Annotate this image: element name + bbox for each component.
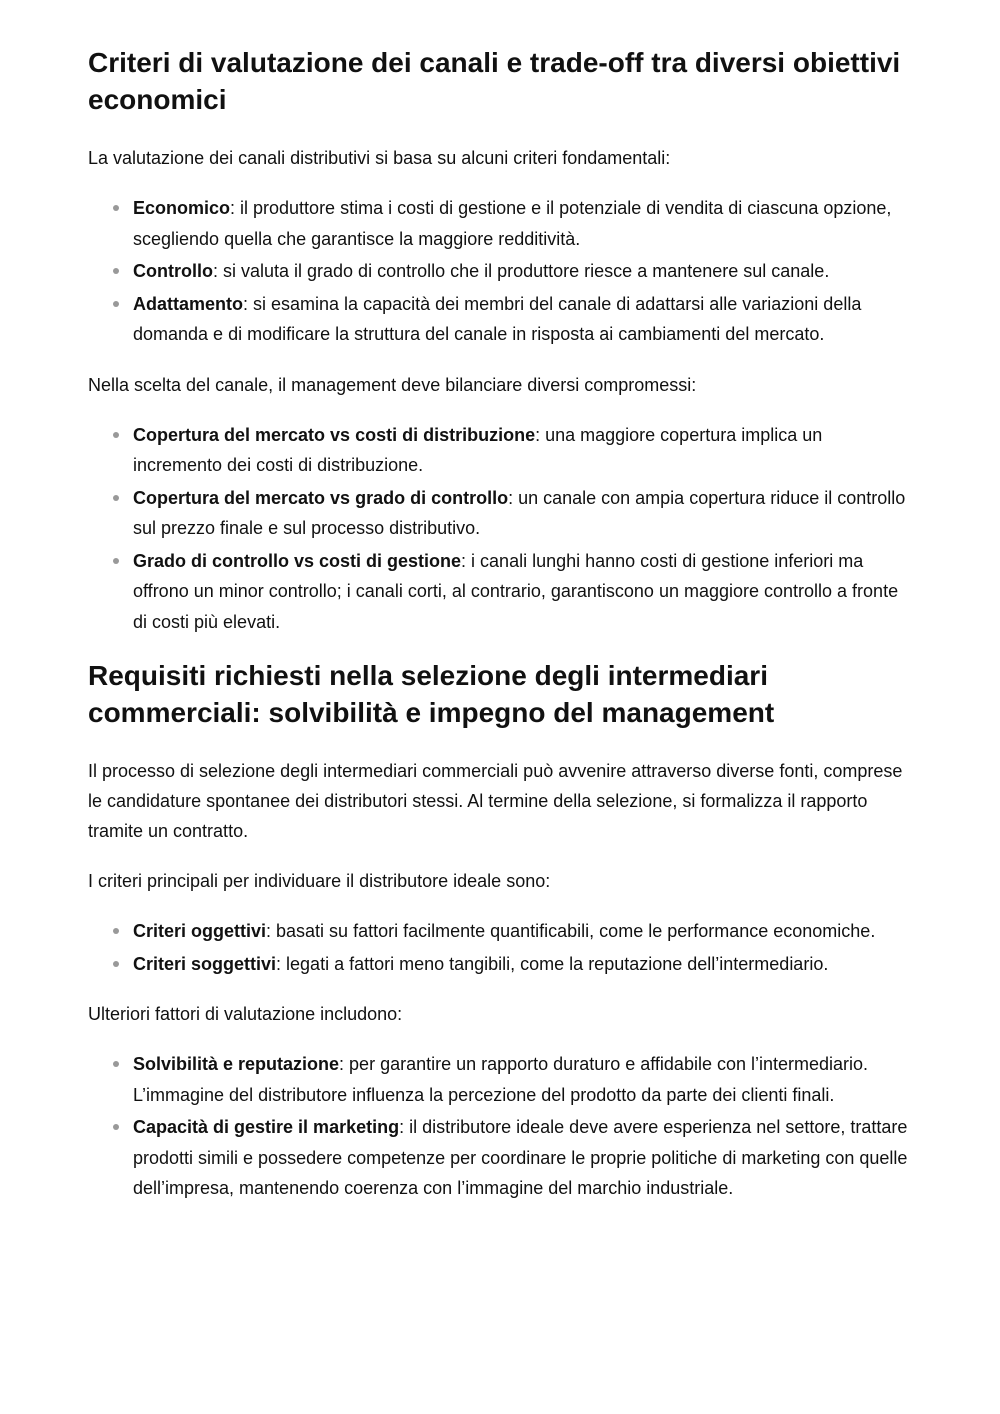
list-item-term: Economico (133, 198, 231, 218)
list-tradeoffs (88, 420, 912, 638)
paragraph-further-factors-intro: Ulteriori fattori di valutazione includono: (88, 1004, 403, 1024)
list-item-text: : legati a fattori meno tangibili, come la reputazione dell’intermediario. (276, 953, 829, 974)
list-item-text: : una maggiore copertura implica un incremento dei costi di distribuzione. (133, 424, 823, 475)
list-item-text: : si valuta il grado di controllo che il produttore riesce a mantenere sul canale. (212, 261, 830, 281)
bullet-icon (113, 558, 119, 564)
list-item (133, 916, 912, 947)
paragraph-criteria-intro: I criteri principali per individuare il distributore ideale sono: (88, 871, 551, 891)
list-selection-criteria (88, 916, 912, 979)
bullet-icon (113, 961, 119, 967)
list-item (133, 289, 912, 350)
list-item-term: Copertura del mercato vs grado di controllo (133, 487, 509, 508)
list-item-text: : il produttore stima i costi di gestione e il potenziale di vendita di ciascuna opzione, scegliendo quella che garantisce la maggiore redditività. (133, 198, 892, 249)
list-item-text: : il distributore ideale deve avere esperienza nel settore, trattare prodotti simili e possedere competenze per coordinare le proprie politiche di marketing con quelle dell’impresa, mantenendo coerenza con l’immagine del marchio industriale. (133, 1117, 908, 1198)
paragraph-tradeoff-intro: Nella scelta del canale, il management deve bilanciare diversi compromessi: (88, 374, 697, 395)
list-further-factors (88, 1049, 912, 1204)
bullet-icon (113, 1124, 119, 1130)
list-item-text: : basati su fattori facilmente quantificabili, come le performance economiche. (266, 921, 876, 941)
bullet-icon (113, 1061, 119, 1067)
list-item (133, 256, 912, 287)
list-item (133, 420, 912, 481)
list-item-text: : un canale con ampia copertura riduce il controllo sul prezzo finale e sul processo distributivo. (133, 487, 906, 538)
bullet-icon (113, 268, 119, 274)
list-item-term: Copertura del mercato vs costi di distribuzione (133, 424, 536, 445)
bullet-icon (113, 205, 119, 211)
list-item (133, 483, 912, 544)
bullet-icon (113, 495, 119, 501)
paragraph-selection-process: Il processo di selezione degli intermediari commerciali può avvenire attraverso diverse fonti, comprese le candidature spontanee dei distributori stessi. Al termine della selezione, si formalizza il rapporto tramite un contratto. (88, 761, 903, 841)
list-item-term: Capacità di gestire il marketing (133, 1117, 400, 1137)
list-item (133, 949, 912, 980)
list-item (133, 1049, 912, 1110)
list-item (133, 193, 912, 254)
section-heading-intermediary-selection: Requisiti richiesti nella selezione degli intermediari commerciali: solvibilità e impegno del management (88, 660, 775, 728)
list-item-term: Controllo (133, 261, 213, 281)
list-item-term: Solvibilità e reputazione (133, 1054, 340, 1074)
list-item-term: Adattamento (133, 293, 244, 314)
list-item-term: Grado di controllo vs costi di gestione (133, 550, 462, 571)
list-evaluation-criteria (88, 193, 912, 350)
paragraph-evaluation-intro: La valutazione dei canali distributivi si basa su alcuni criteri fondamentali: (88, 148, 671, 168)
bullet-icon (113, 928, 119, 934)
list-item (133, 546, 912, 638)
list-item-text: : i canali lunghi hanno costi di gestione inferiori ma offrono un minor controllo; i canali corti, al contrario, garantiscono un maggiore controllo a fronte di costi più elevati. (133, 550, 899, 632)
list-item-term: Criteri soggettivi (133, 953, 277, 974)
list-item-text: : per garantire un rapporto duraturo e affidabile con l’intermediario. L’immagine del distributore influenza la percezione del prodotto da parte dei clienti finali. (133, 1054, 869, 1105)
list-item-text: : si esamina la capacità dei membri del canale di adattarsi alle variazioni della domanda e di modificare la struttura del canale in risposta ai cambiamenti del mercato. (133, 293, 862, 344)
list-item (133, 1112, 912, 1204)
bullet-icon (113, 432, 119, 438)
bullet-icon (113, 301, 119, 307)
section-heading-channel-evaluation: Criteri di valutazione dei canali e trade-off tra diversi obiettivi economici (88, 47, 901, 115)
list-item-term: Criteri oggettivi (133, 921, 267, 941)
